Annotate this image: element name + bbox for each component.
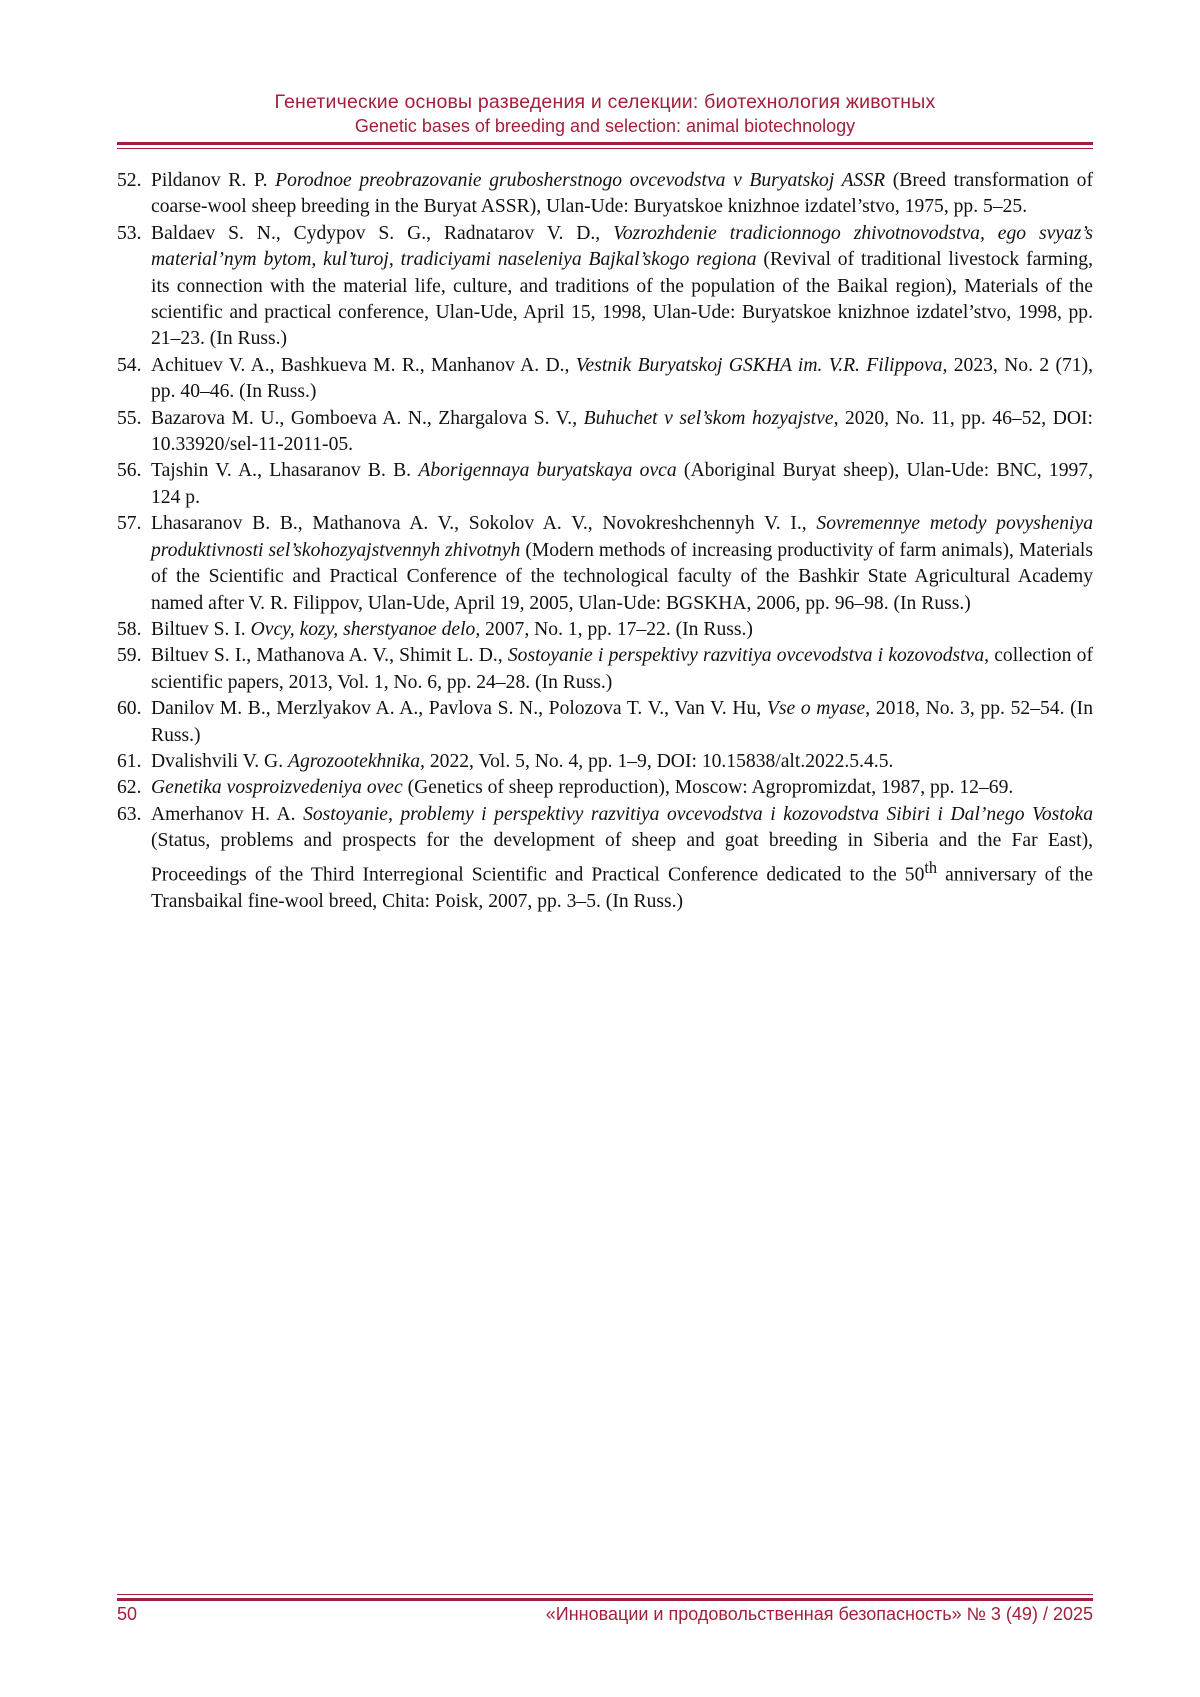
header-title-ru: Генетические основы разведения и селекции: биотехнология животных bbox=[274, 91, 936, 113]
reference-details: (Aboriginal Buryat sheep), Ulan-Ude: BNC, 1997, 124 p. bbox=[151, 460, 1093, 508]
reference-number: 60. bbox=[117, 698, 142, 720]
reference-item bbox=[117, 696, 1093, 749]
reference-title: Aborigennaya buryatskaya ovca bbox=[418, 460, 677, 482]
reference-authors: Biltuev S. I. bbox=[151, 618, 251, 640]
reference-number: 55. bbox=[117, 407, 142, 429]
reference-authors: Dvalishvili V. G. bbox=[151, 750, 288, 772]
journal-issue: «Инновации и продовольственная безопасность» № 3 (49) / 2025 bbox=[545, 1604, 1093, 1624]
page-number: 50 bbox=[117, 1604, 138, 1624]
reference-title: Vestnik Buryatskoj GSKHA im. V.R. Filippova, bbox=[575, 354, 948, 376]
reference-item bbox=[117, 802, 1093, 915]
running-header bbox=[117, 90, 1093, 137]
header-rule-thin bbox=[117, 148, 1093, 149]
reference-title: Agrozootekhnika, bbox=[288, 750, 425, 772]
reference-item bbox=[117, 353, 1093, 406]
reference-details: (Modern methods of increasing productivity of farm animals), Materials of the Scientific and Practical Conference of the technological faculty of the Bashkir State Agricultural Academy named after V. R. Filippov, Ulan-Ude, April 19, 2005, Ulan-Ude: BGSKHA, 2006, pp. 96–98. (In Russ.) bbox=[151, 539, 1093, 614]
reference-item bbox=[117, 643, 1093, 696]
reference-number: 56. bbox=[117, 460, 142, 482]
footer-rule-thick bbox=[117, 1598, 1093, 1601]
reference-item bbox=[117, 617, 1093, 643]
reference-number: 52. bbox=[117, 170, 142, 191]
reference-item bbox=[117, 511, 1093, 617]
reference-item bbox=[117, 458, 1093, 511]
reference-number: 57. bbox=[117, 513, 142, 535]
reference-title: Buhuchet v sel’skom hozyajstve bbox=[583, 407, 834, 429]
reference-title: Porodnoe preobrazovanie grubosherstnogo ovcevodstva v Buryatskoj ASSR bbox=[275, 170, 886, 191]
reference-details-cont: anniversary of the Transbaikal fine-wool breed, Chita: Poisk, 2007, pp. 3–5. (In Russ.) bbox=[151, 864, 1093, 912]
reference-details: 2007, No. 1, pp. 17–22. (In Russ.) bbox=[480, 618, 753, 640]
reference-number: 61. bbox=[117, 750, 142, 772]
reference-authors: Pildanov R. P. bbox=[151, 170, 276, 191]
reference-details: , 2018, No. 3, pp. 52–54. (In Russ.) bbox=[151, 698, 1093, 746]
reference-item bbox=[117, 168, 1093, 221]
reference-details: 2023, No. 2 (71), pp. 40–46. (In Russ.) bbox=[151, 354, 1094, 403]
reference-details: (Breed transformation of coarse-wool sheep breeding in the Buryat ASSR), Ulan-Ude: Buryatskoe knizhnoe izdatel’stvo, 1975, pp. 5–25. bbox=[151, 170, 1093, 218]
reference-authors: Bazarova M. U., Gomboeva A. N., Zhargalova S. V., bbox=[151, 407, 584, 429]
reference-superscript: th bbox=[924, 857, 938, 877]
reference-title: Sostoyanie i perspektivy razvitiya ovcevodstva i kozovodstva bbox=[507, 645, 985, 667]
reference-authors: Danilov M. B., Merzlyakov A. A., Pavlova S. N., Polozova T. V., Van V. Hu, bbox=[151, 698, 767, 720]
reference-number: 58. bbox=[117, 618, 142, 640]
footer-rule-thin bbox=[117, 1594, 1093, 1595]
reference-item bbox=[117, 775, 1093, 801]
reference-number: 63. bbox=[117, 803, 142, 825]
header-rule-thick bbox=[117, 142, 1093, 145]
reference-authors: Achituev V. A., Bashkueva M. R., Manhanov A. D., bbox=[151, 354, 576, 376]
reference-number: 54. bbox=[117, 354, 142, 376]
reference-title: Vse o myase bbox=[766, 698, 866, 720]
reference-list bbox=[117, 168, 1093, 915]
reference-details: , 2020, No. 11, pp. 46–52, DOI: 10.33920/sel-11-2011-05. bbox=[151, 407, 1093, 456]
reference-number: 62. bbox=[117, 777, 142, 799]
reference-details: (Genetics of sheep reproduction), Moscow: Agropromizdat, 1987, pp. 12–69. bbox=[402, 777, 1014, 799]
reference-authors: Lhasaranov B. B., Mathanova A. V., Sokolov A. V., Novokreshchennyh V. I., bbox=[151, 513, 817, 535]
reference-title: Vozrozhdenie tradicionnogo zhivotnovodstva, ego svyaz’s material’nym bytom, kul’turoj, tradiciyami naseleniya Bajkal’skogo regiona bbox=[151, 222, 1094, 271]
reference-number: 53. bbox=[117, 222, 142, 244]
reference-authors: Baldaev S. N., Cydypov S. G., Radnatarov V. D., bbox=[151, 222, 614, 244]
reference-item bbox=[117, 749, 1093, 775]
reference-title: Ovcy, kozy, sherstyanoe delo, bbox=[250, 618, 481, 640]
header-title-en: Genetic bases of breeding and selection: animal biotechnology bbox=[354, 116, 856, 136]
reference-authors: Tajshin V. A., Lhasaranov B. B. bbox=[151, 460, 419, 482]
reference-details: (Revival of traditional livestock farming, its connection with the material life, culture, and traditions of the population of the Baikal region), Materials of the scientific and practical conference, Ulan-Ude, April 15, 1998, Ulan-Ude: Buryatskoe knizhnoe izdatel’stvo, 1998, pp. 21–23. (In Russ.) bbox=[151, 249, 1093, 350]
reference-authors: Amerhanov H. A. bbox=[151, 803, 304, 825]
reference-number: 59. bbox=[117, 645, 142, 667]
reference-item bbox=[117, 221, 1093, 353]
reference-details: (Status, problems and prospects for the development of sheep and goat breeding in Siberia and the Far East), Proceedings of the Third Interregional Scientific and Practical Conference dedicated to the 50 bbox=[151, 830, 1093, 886]
reference-item bbox=[117, 406, 1093, 459]
reference-details: , collection of scientific papers, 2013, Vol. 1, No. 6, pp. 24–28. (In Russ.) bbox=[151, 645, 1093, 693]
reference-title: Sovremennye metody povysheniya produktivnosti sel’skohozyajstvennyh zhivotnyh bbox=[151, 513, 1093, 561]
reference-authors: Biltuev S. I., Mathanova A. V., Shimit L. D., bbox=[151, 645, 508, 667]
reference-title: Sostoyanie, problemy i perspektivy razvitiya ovcevodstva i kozovodstva Sibiri i Dal’nego Vostoka bbox=[303, 803, 1093, 825]
reference-title: Genetika vosproizvedeniya ovec bbox=[151, 777, 403, 799]
reference-details: 2022, Vol. 5, No. 4, pp. 1–9, DOI: 10.15838/alt.2022.5.4.5. bbox=[424, 750, 894, 772]
